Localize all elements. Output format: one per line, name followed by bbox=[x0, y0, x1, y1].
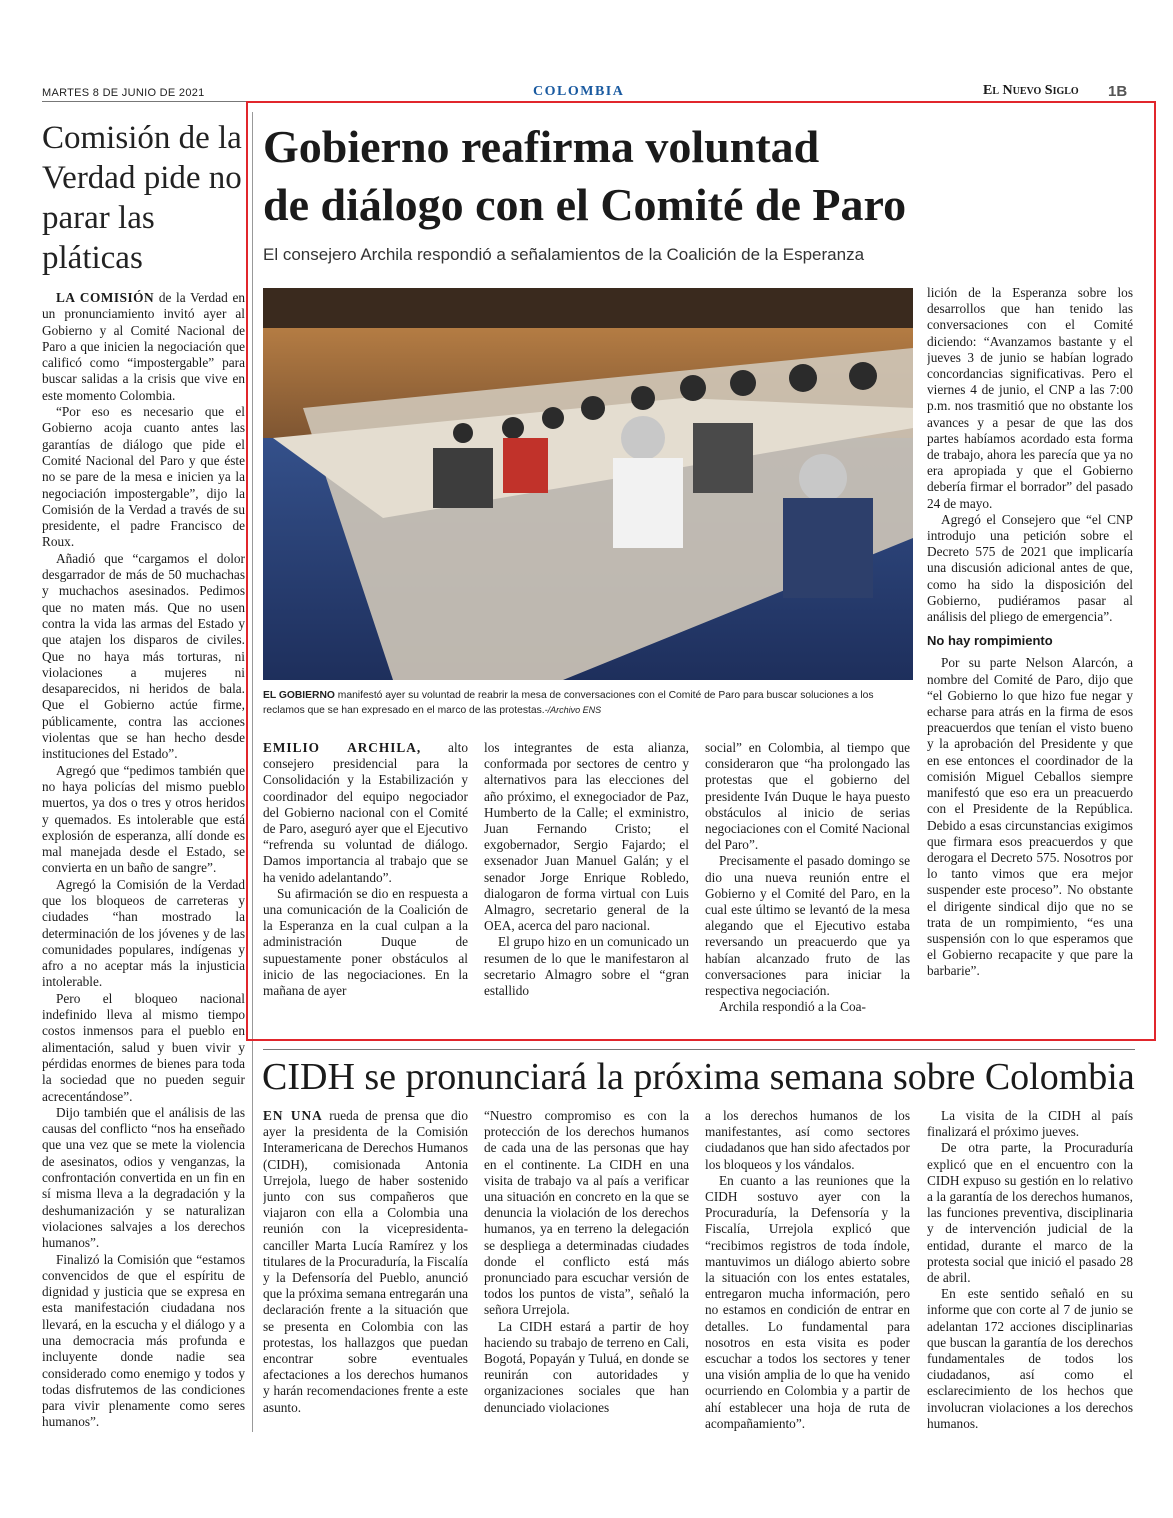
photo-caption bbox=[263, 688, 913, 718]
cidh-paragraph: En cuanto a las reuniones que la CIDH sostuvo ayer con la Procuraduría, la Defensoría y la Fiscalía, Urrejola explicó que “recibimos registros de toda índole, mantuvimos un diálogo abierto sobre la situación con los entes estatales, entregaron mucha información, pero no estamos en condición de entrar en detalles. Lo fundamental para nosotros en esta visita es poder escuchar a todos los sectores y tener una visión amplia de lo que ha venido ocurriendo en Colombia y a partir de ahí establecer una hoja de ruta de acompañamiento”. bbox=[705, 1172, 910, 1431]
main-col-3 bbox=[705, 740, 910, 1020]
article-divider bbox=[263, 1049, 1135, 1050]
cidh-paragraph-text: rueda de prensa que dio ayer la presidenta de la Comisión Interamericana de Derechos Humanos (CIDH), comisionada Antonia Urrejola, luego de haber sostenido junto con sus compañeros que viajaron con ella a Colombia una reunión con la vicepresidenta-canciller Marta Lucía Ramírez y los titulares de la Procuraduría, la Fiscalía y la Defensoría del Pueblo, anunció que la próxima semana entregarán una declaración frente a la situación que se presenta en Colombia con las protestas, los hallazgos que puedan encontrar sobre eventuales afectaciones a los derechos humanos y harán recomendaciones frente a este asunto. bbox=[263, 1108, 468, 1415]
cidh-lead-caps: EN UNA bbox=[263, 1108, 323, 1123]
main-paragraph: los integrantes de esta alianza, conformada por sectores de centro y alternativos para las elecciones del año próximo, el exnegociador de Paz, Humberto de la Calle; el exministro, Juan Fernando Cristo; el exgobernador, Sergio Fajardo; el exsenador Juan Manuel Galán; y el senador Jorge Enrique Robledo, dialogaron de forma virtual con Luis Almagro, secretario general de la OEA, acerca del paro nacional. bbox=[484, 740, 689, 934]
caption-credit: -/Archivo ENS bbox=[544, 705, 602, 715]
main-paragraph: Archila respondió a la Coa- bbox=[719, 999, 866, 1015]
cidh-paragraph: a los derechos humanos de los manifestantes, así como sectores ciudadanos que han sido afectados por los bloqueos y los vándalos. bbox=[705, 1108, 910, 1172]
sidebar-paragraph: “Por eso es necesario que el Gobierno acoja cuanto antes las garantías de diálogo que pide el Comité Nacional del Paro y que éste no se pare de la mesa e inicien ya la negociación impostergable”, dijo la Comisión de la Verdad a través de su presidente, el padre Francisco de Roux. bbox=[42, 404, 245, 550]
sidebar-paragraph: Dijo también que el análisis de las causas del conflicto “nos ha enseñado que una vez que se mete la violencia de asesinatos, odios y venganzas, la confrontación convertida en un fin en sí misma lleva a la degradación y la deshumanización y se naturalizan violaciones salvajes a los derechos humanos”. bbox=[42, 1104, 245, 1251]
sidebar-paragraph: Agregó que “pedimos también que no haya policías del mismo pueblo muertos, ya dos o tres y otros heridos y quemados. Es intolerable que está explosión de esperanza, allí donde es mal manejada desde el Estado, se convierta en un baño de sangre”. bbox=[42, 762, 245, 876]
main-headline-line1: Gobierno reafirma voluntad bbox=[263, 121, 820, 172]
main-col-2 bbox=[484, 740, 689, 1020]
sidebar-headline: Comisión de la Verdad pide no parar las pláticas bbox=[42, 120, 242, 276]
main-paragraph: Precisamente el pasado domingo se dio una nueva reunión entre el Gobierno y el Comité del Paro, en la cual este último se levantó de la mesa alegando que el Ejecutivo estaba reversando un preacuerdo que ya habían alcanzado fruto de las conversaciones para iniciar la respectiva negociación. bbox=[705, 853, 910, 999]
main-col-1 bbox=[263, 740, 468, 1020]
sidebar-body bbox=[42, 290, 245, 1430]
sidebar-paragraph-text: de la Verdad en un pronunciamiento invitó ayer al Gobierno y al Comité Nacional de Paro a que inicien la negociación que calificó como “impostergable” para buscar salidas a la crisis que vive en este momento Colombia. bbox=[42, 290, 245, 403]
cidh-paragraph: En este sentido señaló en su informe que con corte al 7 de junio se adelantan 172 acciones disciplinarias que buscan la garantía de los derechos fundamentales de todos los ciudadanos, así como el esclarecimiento de los hechos que involucran violaciones a los derechos humanos. bbox=[927, 1286, 1133, 1431]
cidh-paragraph: De otra parte, la Procuraduría explicó que en el encuentro con la CIDH expuso su gestión en lo relativo a la garantía de los derechos humanos, las funciones preventiva, disciplinaria y de intervención judicial de la entidad, durante el marco de la protesta social que inició el pasado 28 de abril. bbox=[927, 1140, 1133, 1286]
main-paragraph: El grupo hizo en un comunicado un resumen de lo que le manifestaron al secretario Almagro sobre el “gran estallido bbox=[484, 934, 689, 999]
meeting-photo bbox=[263, 288, 913, 680]
cidh-paragraph: “Nuestro compromiso es con la protección de los derechos humanos de cada una de las personas que hay en el continente. La CIDH en una visita de trabajo va al país a verificar una situación en concreto en la que se denuncia la violación de los derechos humanos, ya en terreno la delegación se despliega a determinadas ciudades donde el conflicto está más pronunciado para escuchar versión de todos los puntos de vista”, señaló la señora Urrejola. bbox=[484, 1108, 689, 1318]
main-paragraph: Agregó el Consejero que “el CNP introdujo una petición sobre el Decreto 575 de 2021 que implicaría una discusión adicional antes de que, como ha sido la disposición del Gobierno, pudiéramos pasar al análisis del pliego de emergencia”. bbox=[927, 511, 1133, 625]
main-headline bbox=[263, 118, 1123, 234]
cidh-col-3 bbox=[705, 1108, 910, 1438]
cidh-paragraph: La visita de la CIDH al país finalizará el próximo jueves. bbox=[927, 1108, 1133, 1140]
cidh-paragraph bbox=[263, 1108, 468, 1416]
main-col-4 bbox=[927, 285, 1133, 1025]
issue-date: MARTES 8 DE JUNIO DE 2021 bbox=[42, 87, 205, 99]
newspaper-name: El Nuevo Siglo bbox=[983, 83, 1079, 98]
page-number: 1B bbox=[1108, 83, 1128, 100]
sidebar-paragraph bbox=[42, 290, 245, 404]
sidebar-paragraph: Agregó la Comisión de la Verdad que los bloqueos de carreteras y ciudades “han mostrado la determinación de los jóvenes y de las comunidades populares, indígenas y afro a no aceptar más la injusticia intolerable. bbox=[42, 876, 245, 990]
sidebar-paragraph: Añadió que “cargamos el dolor desgarrador de más de 50 muchachas y muchachos asesinados. Pedimos que no maten más. Que no usen contra la vida las armas del Estado y que atajen los disparos de civiles. Que no haya más torturas, ni violaciones a mujeres ni desaparecidos, ni heridos de bala. Que el Gobierno actúe firme, públicamente, contra las acciones violentas que se han hecho desde instituciones del Estado”. bbox=[42, 550, 245, 762]
byline: EMILIO ARCHILA, bbox=[263, 740, 422, 755]
sidebar-lead-caps: LA COMISIÓN bbox=[56, 290, 155, 305]
cidh-paragraph: La CIDH estará a partir de hoy haciendo su trabajo de terreno en Cali, Bogotá, Popayán y Tuluá, en donde se reunirán con autoridades y organizaciones sociales que han denunciado violaciones bbox=[484, 1318, 689, 1415]
main-paragraph-text: alto consejero presidencial para la Consolidación y la Estabilización y coordinador del equipo negociador del Gobierno nacional con el Comité de Paro, aseguró ayer que el Ejecutivo “refrenda su voluntad de diálogo. Damos importancia al trabajo que se ha venido adelantando”. bbox=[263, 740, 468, 885]
main-paragraph: social” en Colombia, al tiempo que consideraron que “ha prolongado las protestas que el gobierno del presidente Iván Duque le haya puesto obstáculos al inicio de serias negociaciones con el Comité Nacional del Paro”. bbox=[705, 740, 910, 853]
main-headline-line2: de diálogo con el Comité de Paro bbox=[263, 179, 907, 230]
main-paragraph: Por su parte Nelson Alarcón, a nombre del Comité de Paro, dijo que “el Gobierno lo que hizo fue negar y echarse para atrás en la firma de esos preacuerdos que tenían el visto bueno y la aprobación del Presidente y que en ese entonces el coordinador de la comisión Miguel Ceballos siempre manifestó que eso era un preacuerdo con el Presidente de la República. Debido a esas circunstancias exigimos que firmara esos preacuerdos y que derogara el Decreto 575. Nosotros por lo tanto vimos que era mejor suspender este proceso”. No obstante el dirigente sindical dijo que no se trata de un rompimiento, “es una suspensión con lo que esperamos que el Gobierno recapacite y que pare la barbarie”. bbox=[927, 655, 1133, 979]
cidh-col-2 bbox=[484, 1108, 689, 1438]
main-paragraph: Su afirmación se dio en respuesta a una comunicación de la Coalición de la Esperanza en la cual culpan a la administración Duque de supuestamente poner obstáculos al inicio de las negociaciones. En la mañana de ayer bbox=[263, 885, 468, 999]
caption-text: manifestó ayer su voluntad de reabrir la mesa de conversaciones con el Comité de Paro para buscar soluciones a los reclamos que se han expresado en el marco de las protestas. bbox=[263, 690, 874, 716]
cidh-col-1 bbox=[263, 1108, 468, 1438]
main-subtitle: El consejero Archila respondió a señalamientos de la Coalición de la Esperanza bbox=[263, 245, 865, 264]
cidh-headline: CIDH se pronunciará la próxima semana sobre Colombia bbox=[262, 1056, 1135, 1098]
main-paragraph bbox=[263, 740, 468, 886]
sidebar-paragraph: Finalizó la Comisión que “estamos convencidos de que el espíritu de dignidad y justicia que se expresa en esta manifestación ciudadana nos llevará, en la escucha y el diálogo y a una democracia más profunda e incluyente donde nadie sea considerado como enemigo y todos y todas disfrutemos de las condiciones para vivir plenamente como seres humanos”. bbox=[42, 1251, 245, 1430]
subheading: No hay rompimiento bbox=[927, 633, 1053, 649]
section-name: COLOMBIA bbox=[533, 84, 625, 99]
sidebar-paragraph: Pero el bloqueo nacional indefinido lleva al mismo tiempo costos inmensos para el pueblo en alimentación, salud y buen vivir y pérdidas enormes de bienes para toda la sociedad que no pueden seguir acrecentándose”. bbox=[42, 990, 245, 1104]
main-paragraph: lición de la Esperanza sobre los desarrollos que han tenido las conversaciones con el Comité diciendo: “Avanzamos bastante y el jueves 3 de junio se habían logrado concordancias significativas. Pero el viernes 4 de junio, el CNP a las 7:00 p.m. nos trasmitió que no obstante los avances y a pesar de que las dos partes habíamos acordado esta forma de trabajo, ahora les parecía que ya no era apropiada y que el Gobierno debería firmar el borrador” del pasado 24 de mayo. bbox=[927, 285, 1133, 511]
caption-lead: EL GOBIERNO bbox=[263, 690, 335, 701]
cidh-col-4 bbox=[927, 1108, 1133, 1438]
